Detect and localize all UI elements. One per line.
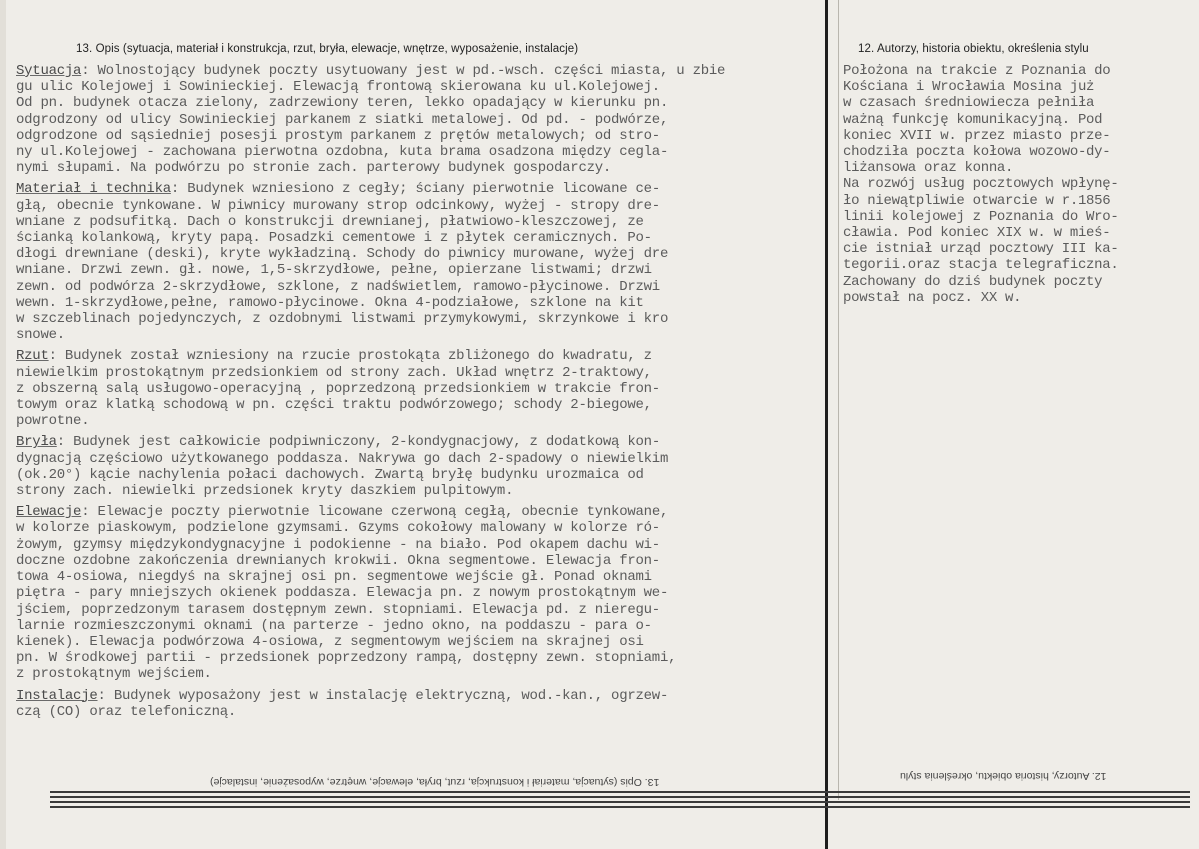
sytuacja-heading: Sytuacja	[16, 63, 82, 79]
section-12-heading: 12. Autorzy, historia obiektu, określenia stylu	[858, 43, 1089, 55]
rzut-heading: Rzut	[16, 348, 49, 365]
description-column	[16, 63, 824, 725]
instalacje-text: : Budynek wyposażony jest w instalację elektryczną, wod.-kan., ogrzew- czą (CO) oraz telefoniczną.	[16, 687, 669, 720]
material-heading: Materiał i technika	[16, 181, 171, 198]
column-divider	[825, 0, 828, 849]
section-13-heading: 13. Opis (sytuacja, materiał i konstrukcja, rzut, bryła, elewacje, wnętrze, wyposażenie, instalacje)	[76, 43, 579, 55]
bryla-text: : Budynek jest całkowicie podpiwniczony, 2-kondygnacjowy, z dodatkową kon- dygnacją częściowo użytkowanego poddasza. Nakrywa go dach 2-spadowy o niewielkim (ok.20°) kącie nachylenia połaci dachowych. Zwartą bryłę budynku urozmaica od strony zach. niewielki przedsionek kryty daszkiem pulpitowym.	[16, 434, 669, 500]
elewacje-heading: Elewacje	[16, 504, 82, 521]
history-text: Położona na trakcie z Poznania do Kościana i Wrocławia Mosina już w czasach średniowiecza pełniła ważną funkcję komunikacyjną. Pod koniec XVII w. przez miasto prze- chodziła poczta kołowa wozowo-dy- liżansowa oraz konna. Na rozwój usług pocztowych wpłynę- ło niewątpliwie otwarcie w r.1856 linii kolejowej z Poznania do Wro- cławia. Pod koniec XIX w. w mieś- cie istniał urząd pocztowy III ka- tegorii.oraz stacja telegraficzna. Zachowany do dziś budynek poczty powstał na pocz. XX w.	[843, 63, 1119, 306]
column-divider-thin	[838, 0, 839, 800]
stripe-line	[50, 801, 1190, 803]
instalacje-paragraph	[16, 688, 824, 720]
stripe-line	[50, 796, 1190, 798]
history-column	[843, 63, 1175, 306]
sytuacja-paragraph	[16, 63, 824, 176]
bryla-paragraph	[16, 434, 824, 499]
rzut-text: : Budynek został wzniesiony na rzucie prostokąta zbliżonego do kwadratu, z niewielkim prostokątnym przedsionkiem od strony zach. Układ wnętrz 2-traktowy, z obszerną salą usługowo-operacyjną , poprzedzoną przedsionkiem w trakcie fron- towym oraz klatką schodową w pn. części traktu podwórzowego; schody 2-biegowe, powrotne.	[16, 348, 660, 430]
stripe-line	[50, 791, 1190, 793]
flipped-section-13-heading: 13. Opis (sytuacja, materiał i konstrukcja, rzut, bryła, elewacje, wnętrze, wyposażenie, instalacje)	[210, 776, 660, 788]
bryla-heading: Bryła	[16, 434, 57, 451]
sytuacja-text: : Wolnostojący budynek poczty usytuowany jest w pd.-wsch. części miasta, u zbie gu ulic Kolejowej i Sowinieckiej. Elewacją frontową skierowana ku ul.Kolejowej. Od pn. budynek otacza zielony, zadrzewiony teren, lekko opadający w kierunku pn. odgrodzony od ulicy Sowinieckiej parkanem z siatki metalowej. Od pd. - podwórze, odgrodzone od sąsiedniej posesji prostym parkanem z prętów metalowych; od stro- ny ul.Kolejowej - zachowana pierwotna ozdobna, kuta brama osadzona między cegla- nymi słupami. Na podwórzu po stronie zach. parterowy budynek gospodarczy.	[16, 63, 726, 177]
rzut-paragraph	[16, 348, 824, 429]
stripe-line	[50, 806, 1190, 808]
flipped-section-12-heading: 12. Autorzy, historia obiektu, określenia stylu	[900, 770, 1107, 782]
material-paragraph	[16, 181, 824, 343]
instalacje-heading: Instalacje	[16, 687, 98, 704]
footer-stripes	[0, 791, 1199, 807]
material-text: : Budynek wzniesiono z cegły; ściany pierwotnie licowane ce- głą, obecnie tynkowane. W piwnicy murowany strop odcinkowy, wyżej - stropy dre- wniane z podsufitką. Dach o konstrukcji drewnianej, płatwiowo-kleszczowej, ze ścianką kolankową, kryty papą. Posadzki cementowe i z płytek ceramicznych. Po- dłogi drewniane (deski), kryte wykładziną. Schody do piwnicy murowane, wyżej dre wniane. Drzwi zewn. gł. nowe, 1,5-skrzydłowe, pełne, opierzane listwami; drzwi zewn. od podwórza 2-skrzydłowe, szklone, z nadświetlem, ramowo-płycinowe. Drzwi wewn. 1-skrzydłowe,pełne, ramowo-płycinowe. Okna 4-podziałowe, szklone na kit w szczeblinach pojedynczych, z ozdobnymi listwami przymykowymi, skrzynkowe i kro snowe.	[16, 181, 669, 344]
elewacje-text: : Elewacje poczty pierwotnie licowane czerwoną cegłą, obecnie tynkowane, w kolorze piaskowym, podzielone gzymsami. Gzyms cokołowy malowany w kolorze ró- żowym, gzymsy międzykondygnacyjne i podokienne - na biało. Pod okapem dachu wi- doczne ozdobne zakończenia drewnianych krokwii. Okna segmentowe. Elewacja fron- towa 4-osiowa, niegdyś na skrajnej osi pn. segmentowe wejście gł. Ponad oknami piętra - pary mniejszych okienek poddasza. Elewacja pn. z nowym prostokątnym we- jściem, poprzedzonym tarasem dostępnym zewn. stopniami. Elewacja pd. z nieregu- larnie rozmieszczonymi oknami (na parterze - jedno okno, na poddaszu - para o- kienek). Elewacja podwórzowa 4-osiowa, z segmentowym wejściem na skrajnej osi pn. W środkowej partii - przedsionek poprzedzony rampą, dostępny zewn. stopniami, z prostokątnym wejściem.	[16, 504, 677, 683]
paper-edge	[0, 0, 6, 849]
elewacje-paragraph	[16, 504, 824, 682]
